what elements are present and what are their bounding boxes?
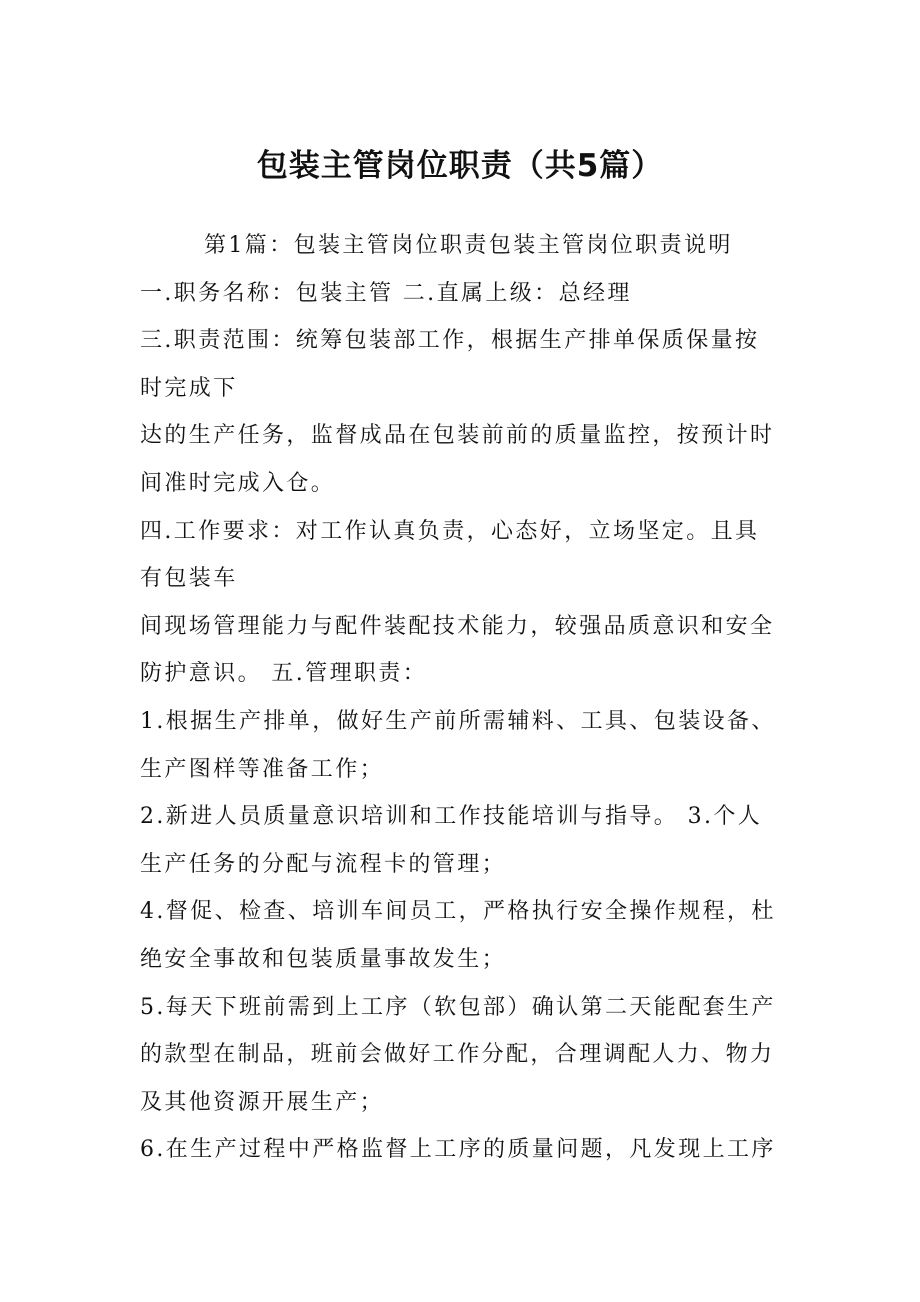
text-line: 生产任务的分配与流程卡的管理； bbox=[140, 851, 507, 877]
text-line: 及其他资源开展生产； bbox=[140, 1089, 385, 1115]
text-line: 2.新进人员质量意识培训和工作技能培训与指导。 3.个人 bbox=[140, 804, 763, 830]
text-line: 的款型在制品，班前会做好工作分配，合理调配人力、物力 bbox=[140, 1042, 775, 1068]
text-line: 间准时完成入仓。 bbox=[140, 470, 336, 496]
text-line: 绝安全事故和包装质量事故发生； bbox=[140, 946, 507, 972]
document-body bbox=[140, 222, 800, 1174]
document-title: 包装主管岗位职责（共5篇） bbox=[256, 148, 664, 184]
text-line: 四.工作要求：对工作认真负责，心态好，立场坚定。且具 bbox=[140, 518, 760, 544]
text-line: 4.督促、检查、培训车间员工，严格执行安全操作规程，杜 bbox=[140, 899, 776, 925]
text-line: 达的生产任务，监督成品在包装前前的质量监控，按预计时 bbox=[140, 423, 775, 449]
text-line: 防护意识。 五.管理职责： bbox=[140, 661, 428, 687]
text-line: 1.根据生产排单，做好生产前所需辅料、工具、包装设备、 bbox=[140, 708, 776, 734]
text-line: 生产图样等准备工作； bbox=[140, 756, 385, 782]
text-line: 间现场管理能力与配件装配技术能力，较强品质意识和安全 bbox=[140, 613, 775, 639]
section-heading: 第1篇：包装主管岗位职责包装主管岗位职责说明 bbox=[204, 233, 733, 258]
text-line: 三.职责范围：统筹包装部工作，根据生产排单保质保量按 bbox=[140, 328, 760, 354]
text-line: 有包装车 bbox=[140, 566, 238, 592]
text-line: 6.在生产过程中严格监督上工序的质量问题，凡发现上工序 bbox=[140, 1137, 776, 1163]
text-line: 一.职务名称：包装主管 二.直属上级：总经理 bbox=[140, 280, 632, 306]
text-line: 时完成下 bbox=[140, 375, 238, 401]
text-line: 5.每天下班前需到上工序（软包部）确认第二天能配套生产 bbox=[140, 994, 776, 1020]
